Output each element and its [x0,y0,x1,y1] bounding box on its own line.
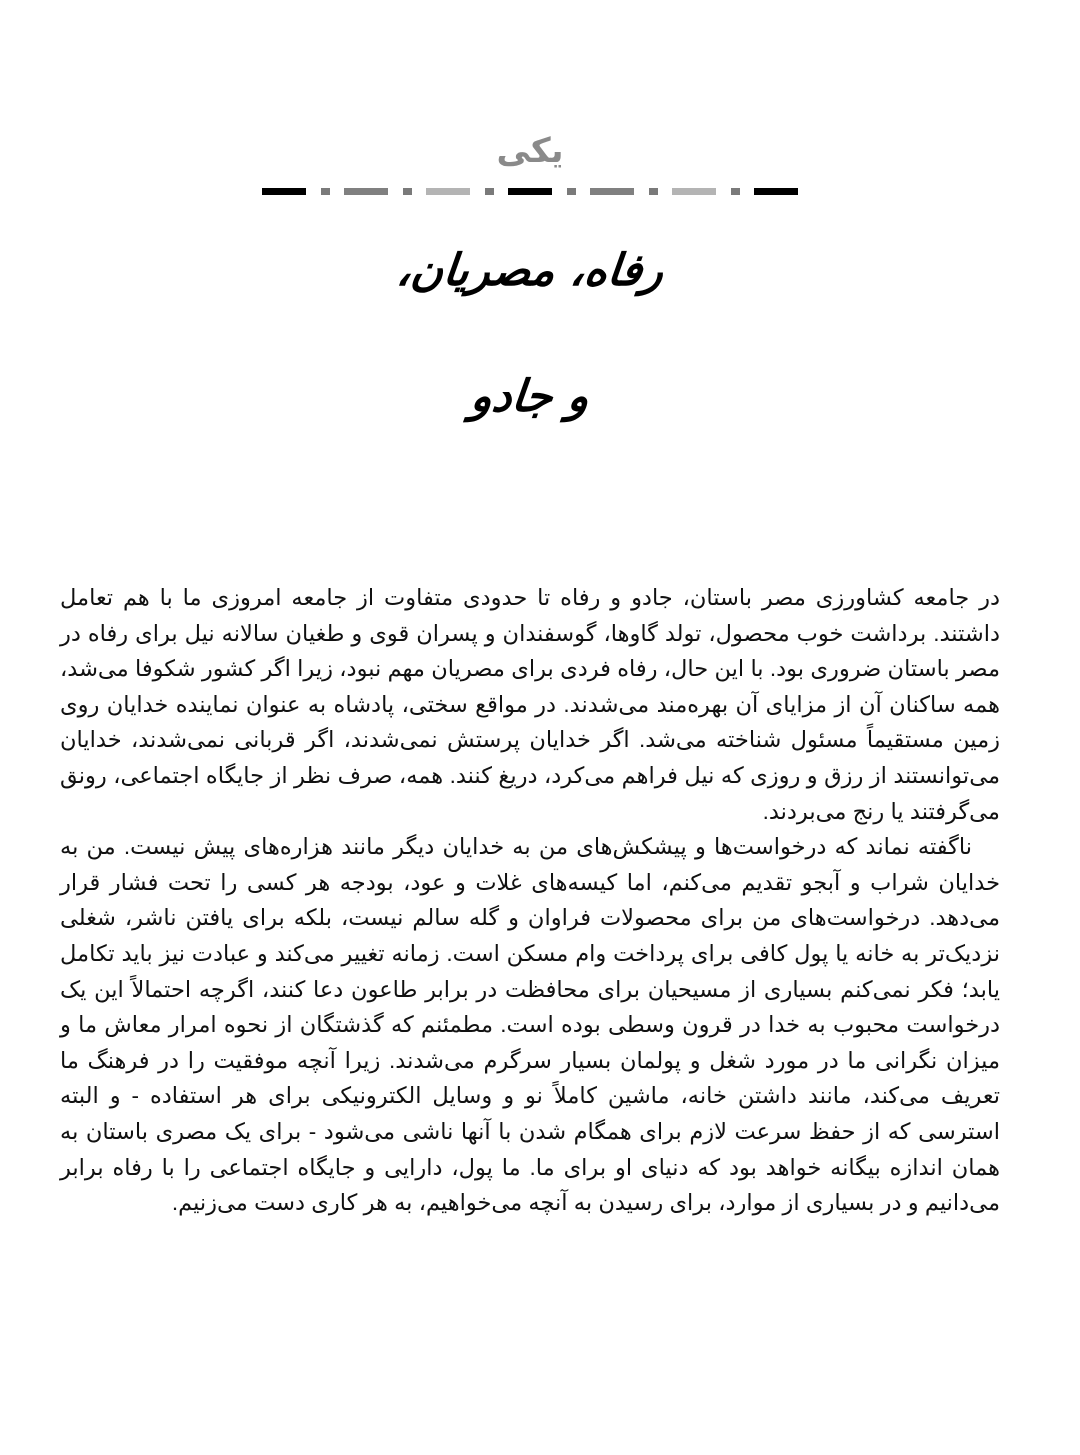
divider-bar [754,188,798,195]
divider-square [321,188,330,195]
chapter-number-label: یکی [496,131,564,171]
divider-square [567,188,576,195]
body-paragraph-1: در جامعه کشاورزی مصر باستان، جادو و رفاه تا حدودی متفاوت از جامعه امروزی ما با هم تعامل داشتند. برداشت خوب محصول، تولد گاوها، گوسفندان و پسران قوی و طغیان سالانه نیل برای رفاه در مصر باستان ضروری بود. با این حال، رفاه فردی برای مصریان مهم نبود، زیرا اگر کشور شکوفا می‌شد، همه ساکنان آن از مزایای آن بهره‌مند می‌شدند. در مواقع سختی، پادشاه به عنوان نماینده خدایان روی زمین مستقیماً مسئول شناخته می‌شد. اگر خدایان پرستش نمی‌شدند، اگر قربانی نمی‌شدند، خدایان می‌توانستند از رزق و روزی که نیل فراهم می‌کرد، دریغ کنند. همه، صرف نظر از جایگاه اجتماعی، رونق می‌گرفتند یا رنج می‌بردند. [60,585,1000,824]
chapter-body [60,580,1000,1221]
divider-square [649,188,658,195]
divider-bar [508,188,552,195]
chapter-title-line-2: و جادو [468,371,592,423]
divider-square [485,188,494,195]
chapter-divider [262,187,798,195]
divider-bar [672,188,716,195]
divider-bar [426,188,470,195]
divider-square [403,188,412,195]
divider-square [731,188,740,195]
divider-bar [590,188,634,195]
body-paragraph-2: ناگفته نماند که درخواست‌ها و پیشکش‌های من به خدایان دیگر مانند هزاره‌های پیش نیست. من به خدایان شراب و آبجو تقدیم می‌کنم، اما کیسه‌های غلات و عود، بودجه هر کسی را تحت فشار قرار می‌دهد. درخواست‌های من برای محصولات فراوان و گله سالم نیست، بلکه برای یافتن ناشر، شغلی نزدیک‌تر به خانه یا پول کافی برای پرداخت وام مسکن است. زمانه تغییر می‌کند و عبادت نیز باید تکامل یابد؛ فکر نمی‌کنم بسیاری از مسیحیان برای محافظت در برابر طاعون دعا کنند، اگرچه احتمالاً این یک درخواست محبوب به خدا در قرون وسطی بوده است. مطمئنم که گذشتگان از نحوه امرار معاش ما و میزان نگرانی ما در مورد شغل و پولمان بسیار سرگرم می‌شدند. زیرا آنچه موفقیت را در فرهنگ ما تعریف می‌کند، مانند داشتن خانه، ماشین کاملاً نو و وسایل الکترونیکی برای هر استفاده - و البته استرسی که از حفظ سرعت لازم برای همگام شدن با آنها ناشی می‌شود - برای یک مصری باستان به همان اندازه بیگانه خواهد بود که دنیای او برای ما. ما پول، دارایی و جایگاه اجتماعی را با رفاه برابر می‌دانیم و در بسیاری از موارد، برای رسیدن به آنچه می‌خواهیم، به هر کاری دست می‌زنیم. [60,834,1000,1216]
chapter-title-line-1: رفاه، مصریان، [394,245,666,297]
divider-bar [344,188,388,195]
divider-bar [262,188,306,195]
